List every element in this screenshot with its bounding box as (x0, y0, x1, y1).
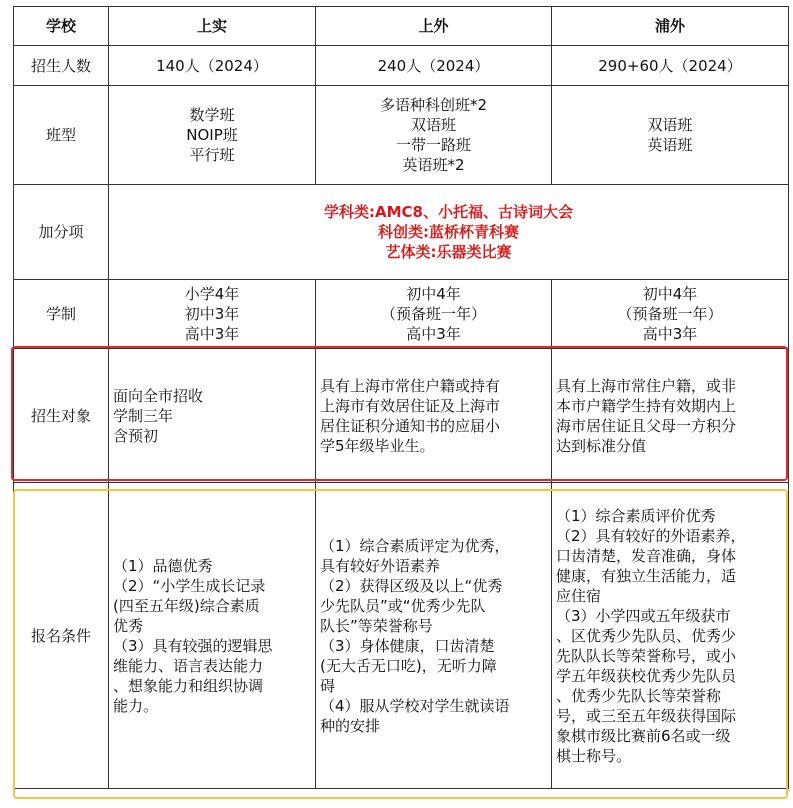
bonus-line: 艺体类:乐器类比赛 (385, 243, 512, 261)
target-label: 招生对象 (14, 349, 109, 483)
enrollment-label: 招生人数 (14, 46, 109, 86)
requirements-line: 应住宿 (556, 586, 602, 605)
requirements-line: （1）综合素质评价优秀 (556, 506, 716, 525)
row-class-type (14, 86, 789, 185)
class-type-puwai (552, 86, 789, 185)
target-line: 含预初 (113, 426, 159, 445)
requirements-line: （1）综合素质评定为优秀， (320, 536, 510, 555)
requirements-line: 学五年级获校优秀少先队员 (556, 666, 737, 685)
class-type-label: 班型 (14, 86, 109, 185)
class-type-shangwai (316, 86, 552, 185)
requirements-line: （3）具有较强的逻辑思 (113, 636, 273, 655)
row-enrollment (14, 46, 789, 86)
requirements-line: 具有较好外语素养 (320, 556, 441, 575)
class-type-line: 多语种科创班*2 (379, 96, 488, 114)
header-shangwai: 上外 (316, 7, 552, 46)
requirements-line: （4）服从学校对学生就读语 (320, 696, 510, 715)
duration-shangshi (109, 280, 316, 349)
requirements-line: （2）具有较好的外语素养， (556, 526, 746, 545)
requirements-line: 象棋市级比赛前6名或一级 (556, 726, 731, 745)
requirements-line: （2）获得区级及以上“优秀 (320, 576, 503, 595)
requirements-line: 优秀 (113, 616, 144, 635)
duration-line: 初中4年 (406, 285, 461, 303)
requirements-line: 棋士称号。 (556, 746, 632, 765)
duration-line: （预备班一年） (380, 305, 486, 323)
header-shangshi: 上实 (109, 7, 316, 46)
requirements-shangshi (109, 483, 316, 789)
bonus-content (109, 185, 789, 280)
requirements-line: 队长”等荣誉称号 (320, 616, 433, 635)
duration-line: 高中3年 (406, 325, 461, 343)
requirements-line: (四至五年级)综合素质 (113, 596, 260, 615)
header-row (14, 7, 789, 46)
class-type-line: 平行班 (189, 146, 235, 164)
class-type-line: 一带一路班 (395, 136, 471, 154)
requirements-line: 能力。 (113, 696, 159, 715)
target-puwai (552, 349, 789, 483)
target-line: 学5年级毕业生。 (320, 436, 435, 455)
duration-line: 初中3年 (184, 305, 240, 323)
requirements-line: 少先队员”或“优秀少先队 (320, 596, 486, 615)
duration-label: 学制 (14, 280, 109, 349)
requirements-line: 维能力、语言表达能力 (113, 656, 264, 675)
requirements-line: 种的安排 (320, 716, 381, 735)
target-line: 学制三年 (113, 406, 174, 425)
requirements-line: （3）身体健康，口齿清楚 (320, 636, 495, 655)
requirements-line: （1）品德优秀 (113, 556, 213, 575)
bonus-label: 加分项 (14, 185, 109, 280)
class-type-line: 数学班 (189, 106, 235, 124)
class-type-line: 双语班 (410, 116, 456, 134)
requirements-line: （3）小学四或五年级获市 (556, 606, 731, 625)
requirements-line: 、优秀少先队长等荣誉称 (556, 686, 722, 705)
enrollment-shangwai: 240人（2024） (316, 46, 552, 86)
target-line: 具有上海市常住户籍或持有 (320, 376, 501, 395)
enrollment-puwai: 290+60人（2024） (552, 46, 789, 86)
class-type-line: 英语班*2 (402, 156, 465, 174)
requirements-line: 健康，有独立生活能力，适 (556, 566, 737, 585)
row-target (14, 349, 789, 483)
target-line: 具有上海市常住户籍，或非 (556, 376, 737, 395)
class-type-line: 双语班 (647, 116, 693, 134)
requirements-line: 先队队长等荣誉称号，或小 (556, 646, 737, 665)
requirements-label: 报名条件 (14, 483, 109, 789)
requirements-line: 口齿清楚，发音准确，身体 (556, 546, 737, 565)
requirements-shangwai (316, 483, 552, 789)
target-shangshi (109, 349, 316, 483)
row-bonus (14, 185, 789, 280)
requirements-line: 、区优秀少先队员、优秀少 (556, 626, 737, 645)
bonus-line: 学科类:AMC8、小托福、古诗词大会 (324, 203, 573, 221)
class-type-line: NOIP班 (186, 126, 238, 144)
enrollment-shangshi: 140人（2024） (109, 46, 316, 86)
duration-puwai (552, 280, 789, 349)
requirements-puwai (552, 483, 789, 789)
requirements-line: (无大舌无口吃)，无听力障 (320, 656, 497, 675)
target-line: 本市户籍学生持有效期内上 (556, 396, 737, 415)
duration-line: 高中3年 (184, 325, 240, 343)
duration-shangwai (316, 280, 552, 349)
duration-line: 初中4年 (642, 285, 698, 303)
header-school: 学校 (14, 7, 109, 46)
target-line: 面向全市招收 (113, 386, 204, 405)
row-requirements (14, 483, 789, 789)
requirements-line: 号，或三至五年级获得国际 (556, 706, 737, 725)
class-type-shangshi (109, 86, 316, 185)
requirements-line: （2）“小学生成长记录 (113, 576, 266, 595)
target-line: 达到标准分值 (556, 436, 647, 455)
row-duration (14, 280, 789, 349)
requirements-line: 碍 (320, 676, 336, 695)
target-line: 居住证积分通知书的应届小 (320, 416, 501, 435)
target-line: 上海市有效居住证及上海市 (320, 396, 501, 415)
duration-line: 高中3年 (642, 325, 698, 343)
target-line: 海市居住证且父母一方积分 (556, 416, 737, 435)
target-shangwai (316, 349, 552, 483)
duration-line: 小学4年 (184, 285, 240, 303)
bonus-line: 科创类:蓝桥杯青科赛 (378, 223, 519, 241)
requirements-line: 、想象能力和组织协调 (113, 676, 264, 695)
school-comparison-table (13, 6, 789, 789)
class-type-line: 英语班 (647, 136, 693, 154)
header-puwai: 浦外 (552, 7, 789, 46)
duration-line: （预备班一年） (617, 305, 723, 323)
